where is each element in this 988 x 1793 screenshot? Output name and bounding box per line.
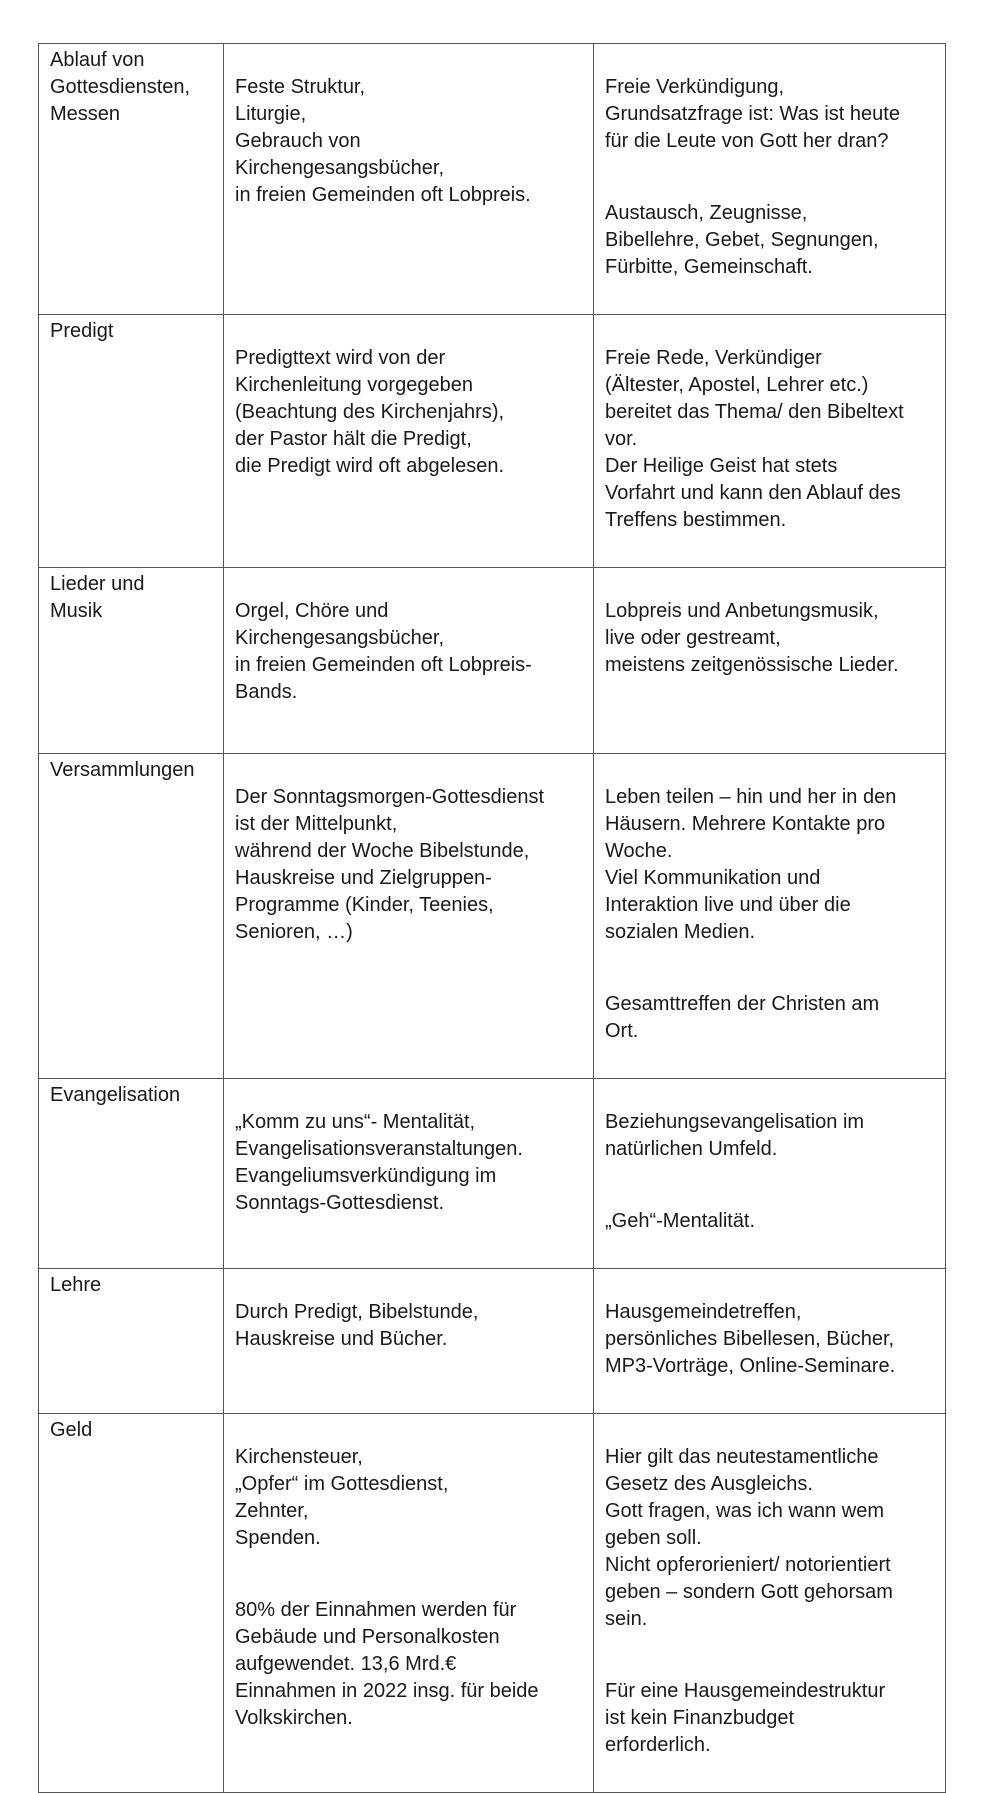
cell-paragraph: Für eine Hausgemeindestruktur ist kein Finanzbudget erforderlich. [605,1680,886,1756]
traditional-cell [224,315,594,568]
cell-paragraph: „Geh“-Mentalität. [605,1210,756,1232]
row-label [39,1269,224,1414]
table-row [39,1079,946,1269]
cell-paragraph: „Komm zu uns“- Mentalität, Evangelisationsveranstaltungen. Evangeliumsverkündigung im Sonntags-Gottesdienst. [235,1111,523,1214]
cell-paragraph: Freie Rede, Verkündiger (Ältester, Apostel, Lehrer etc.) bereitet das Thema/ den Bibeltext vor. Der Heilige Geist hat stets Vorfahrt und kann den Ablauf des Treffens bestimmen. [605,347,904,531]
row-label-text: Lieder und Musik [50,573,145,622]
table-row [39,44,946,315]
cell-paragraph: Durch Predigt, Bibelstunde, Hauskreise und Bücher. [235,1301,479,1350]
row-label [39,754,224,1079]
cell-paragraph: 80% der Einnahmen werden für Gebäude und Personalkosten aufgewendet. 13,6 Mrd.€ Einnahmen in 2022 insg. für beide Volkskirchen. [235,1599,539,1729]
row-label [39,568,224,754]
cell-paragraph: Predigttext wird von der Kirchenleitung vorgegeben (Beachtung des Kirchenjahrs), der Pastor hält die Predigt, die Predigt wird oft abgelesen. [235,347,505,477]
cell-paragraph: Hier gilt das neutestamentliche Gesetz des Ausgleichs. Gott fragen, was ich wann wem geben soll. Nicht opferorieniert/ notorientiert geben – sondern Gott gehorsam sein. [605,1446,893,1630]
table-row [39,1414,946,1793]
cell-paragraph: Lobpreis und Anbetungsmusik, live oder gestreamt, meistens zeitgenössische Lieder. [605,600,899,676]
cell-paragraph: Austausch, Zeugnisse, Bibellehre, Gebet, Segnungen, Fürbitte, Gemeinschaft. [605,202,879,278]
row-label-text: Evangelisation [50,1084,181,1106]
cell-paragraph: Orgel, Chöre und Kirchengesangsbücher, in freien Gemeinden oft Lobpreis- Bands. [235,600,532,703]
traditional-cell [224,1269,594,1414]
house-church-cell [594,568,946,754]
traditional-cell [224,568,594,754]
cell-paragraph: Feste Struktur, Liturgie, Gebrauch von Kirchengesangsbücher, in freien Gemeinden oft Lobpreis. [235,76,531,206]
row-label [39,1414,224,1793]
cell-paragraph: Leben teilen – hin und her in den Häusern. Mehrere Kontakte pro Woche. Viel Kommunikation und Interaktion live und über die sozialen Medien. [605,786,897,943]
cell-paragraph: Der Sonntagsmorgen-Gottesdienst ist der Mittelpunkt, während der Woche Bibelstunde, Hauskreise und Zielgruppen- Programme (Kinder, Teenies, Senioren, …) [235,786,545,943]
house-church-cell [594,1269,946,1414]
table-row [39,315,946,568]
row-label-text: Ablauf von Gottesdiensten, Messen [50,49,191,125]
cell-paragraph: Hausgemeindetreffen, persönliches Bibellesen, Bücher, MP3-Vorträge, Online-Seminare. [605,1301,896,1377]
house-church-cell [594,754,946,1079]
cell-paragraph: Freie Verkündigung, Grundsatzfrage ist: Was ist heute für die Leute von Gott her dran? [605,76,900,152]
row-label [39,44,224,315]
comparison-table [38,43,946,1793]
house-church-cell [594,315,946,568]
row-label-text: Geld [50,1419,93,1441]
row-label [39,1079,224,1269]
table-row [39,1269,946,1414]
row-label-text: Predigt [50,320,114,342]
traditional-cell [224,44,594,315]
house-church-cell [594,44,946,315]
table-row [39,754,946,1079]
cell-paragraph: Beziehungsevangelisation im natürlichen Umfeld. [605,1111,865,1160]
traditional-cell [224,754,594,1079]
row-label [39,315,224,568]
table-row [39,568,946,754]
house-church-cell [594,1414,946,1793]
traditional-cell [224,1079,594,1269]
row-label-text: Versammlungen [50,759,195,781]
traditional-cell [224,1414,594,1793]
cell-paragraph: Kirchensteuer, „Opfer“ im Gottesdienst, Zehnter, Spenden. [235,1446,449,1549]
house-church-cell [594,1079,946,1269]
row-label-text: Lehre [50,1274,102,1296]
cell-paragraph: Gesamttreffen der Christen am Ort. [605,993,880,1042]
